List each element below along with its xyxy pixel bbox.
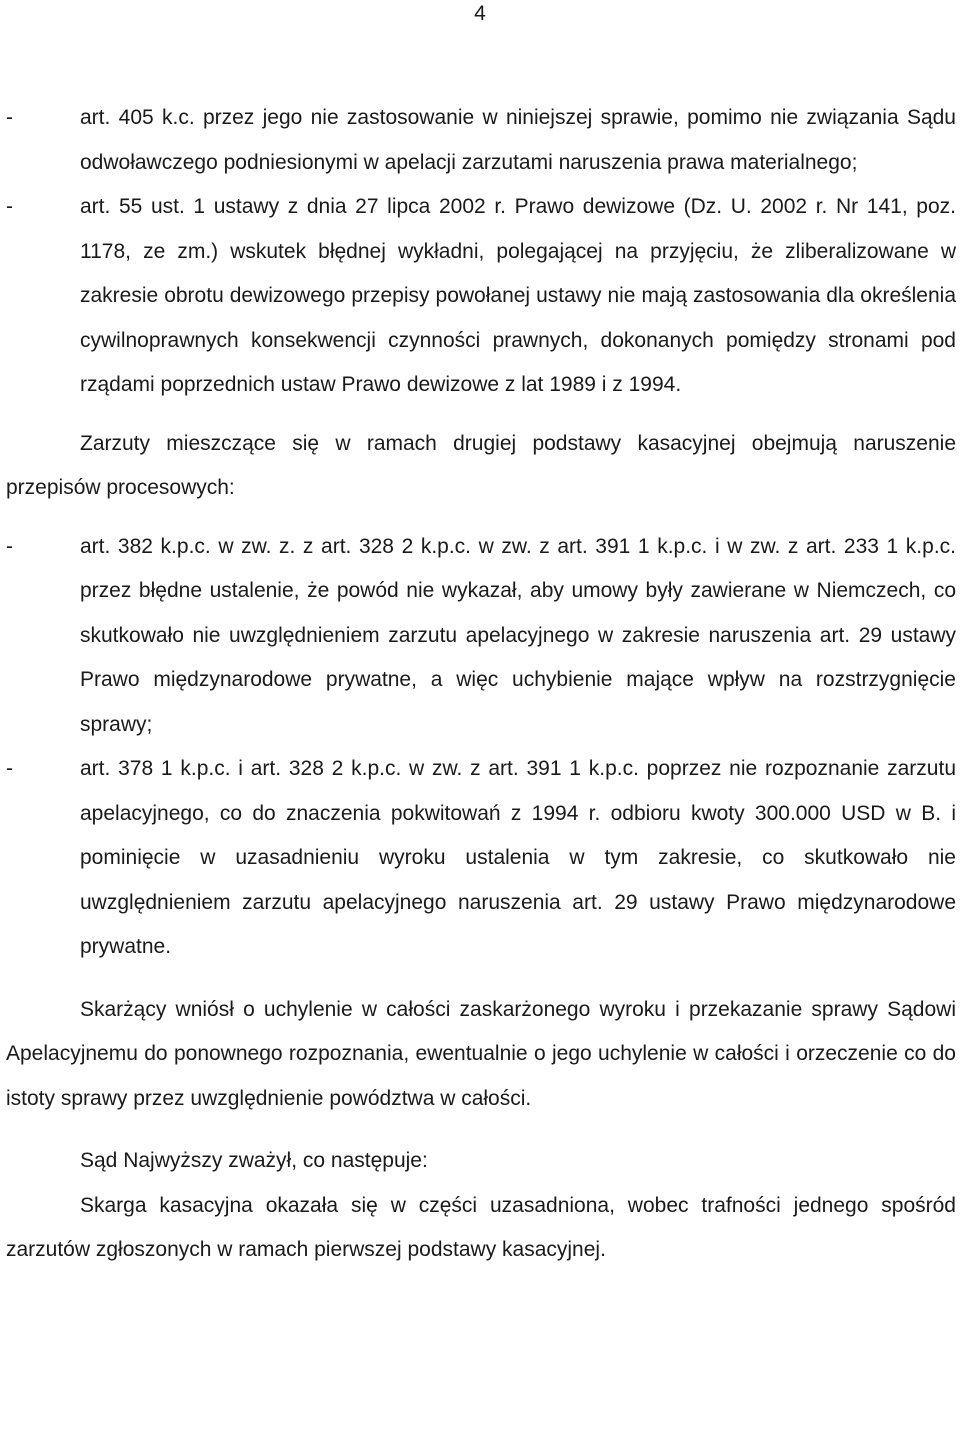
list-item-text: art. 378 1 k.p.c. i art. 328 2 k.p.c. w zw. z art. 391 1 k.p.c. poprzez nie rozpoznanie zarzutu apelacyjnego, co do znaczenia pokwitowań z 1994 r. odbioru kwoty 300.000 USD w B. i pominięcie w uzasadnieniu wyroku ustalenia w tym zakresie, co skutkowało nie uwzględnieniem zarzutu apelacyjnego naruszenia art. 29 ustawy Prawo międzynarodowe prywatne. bbox=[80, 757, 956, 958]
paragraph-court-finding: Skarga kasacyjna okazała się w części uzasadniona, wobec trafności jednego spośród zarzutów zgłoszonych w ramach pierwszej podstawy kasacyjnej. bbox=[6, 1193, 956, 1261]
list-item bbox=[6, 747, 956, 970]
paragraph-procedural-grounds: Zarzuty mieszczące się w ramach drugiej podstawy kasacyjnej obejmują naruszenie przepisów procesowych: bbox=[6, 431, 956, 499]
list-item-text: art. 382 k.p.c. w zw. z. z art. 328 2 k.p.c. w zw. z art. 391 1 k.p.c. i w zw. z art. 233 1 k.p.c. przez błędne ustalenie, że powód nie wykazał, aby umowy były zawierane w Niemczech, co skutkowało nie uwzględnieniem zarzutu apelacyjnego w zakresie naruszenia art. 29 ustawy Prawo międzynarodowe prywatne, a więc uchybienie mające wpływ na rozstrzygnięcie sprawy; bbox=[80, 534, 956, 736]
spacer bbox=[6, 1121, 956, 1139]
paragraph-court-heading: Sąd Najwyższy zważył, co następuje: bbox=[80, 1149, 428, 1172]
spacer bbox=[6, 408, 956, 422]
list-item bbox=[6, 525, 956, 748]
list-item-text: art. 405 k.c. przez jego nie zastosowanie w niniejszej sprawie, pomimo nie związania Sądu odwoławczego podniesionymi w apelacji zarzutami naruszenia prawa materialnego; bbox=[80, 106, 956, 174]
list-bullet: - bbox=[6, 195, 13, 218]
list-bullet: - bbox=[6, 757, 13, 780]
list-item bbox=[6, 96, 956, 185]
spacer bbox=[6, 511, 956, 525]
document-body bbox=[6, 96, 956, 1273]
list-item bbox=[6, 185, 956, 408]
list-item-text: art. 55 ust. 1 ustawy z dnia 27 lipca 2002 r. Prawo dewizowe (Dz. U. 2002 r. Nr 141, poz. 1178, ze zm.) wskutek błędnej wykładni, polegającej na przyjęciu, że zliberalizowane w zakresie obrotu dewizowego przepisy powołanej ustawy nie mają zastosowania dla określenia cywilnoprawnych konsekwencji czynności prawnych, dokonanych pomiędzy stronami pod rządami poprzednich ustaw Prawo dewizowe z lat 1989 i z 1994. bbox=[80, 195, 956, 396]
list-bullet: - bbox=[6, 534, 13, 558]
spacer bbox=[6, 970, 956, 988]
list-bullet: - bbox=[6, 106, 13, 129]
paragraph-motion: Skarżący wniósł o uchylenie w całości zaskarżonego wyroku i przekazanie sprawy Sądowi Apelacyjnemu do ponownego rozpoznania, ewentualnie o jego uchylenie w całości i orzeczenie co do istoty sprawy przez uwzględnienie powództwa w całości. bbox=[6, 997, 956, 1110]
page-number: 4 bbox=[474, 2, 486, 25]
